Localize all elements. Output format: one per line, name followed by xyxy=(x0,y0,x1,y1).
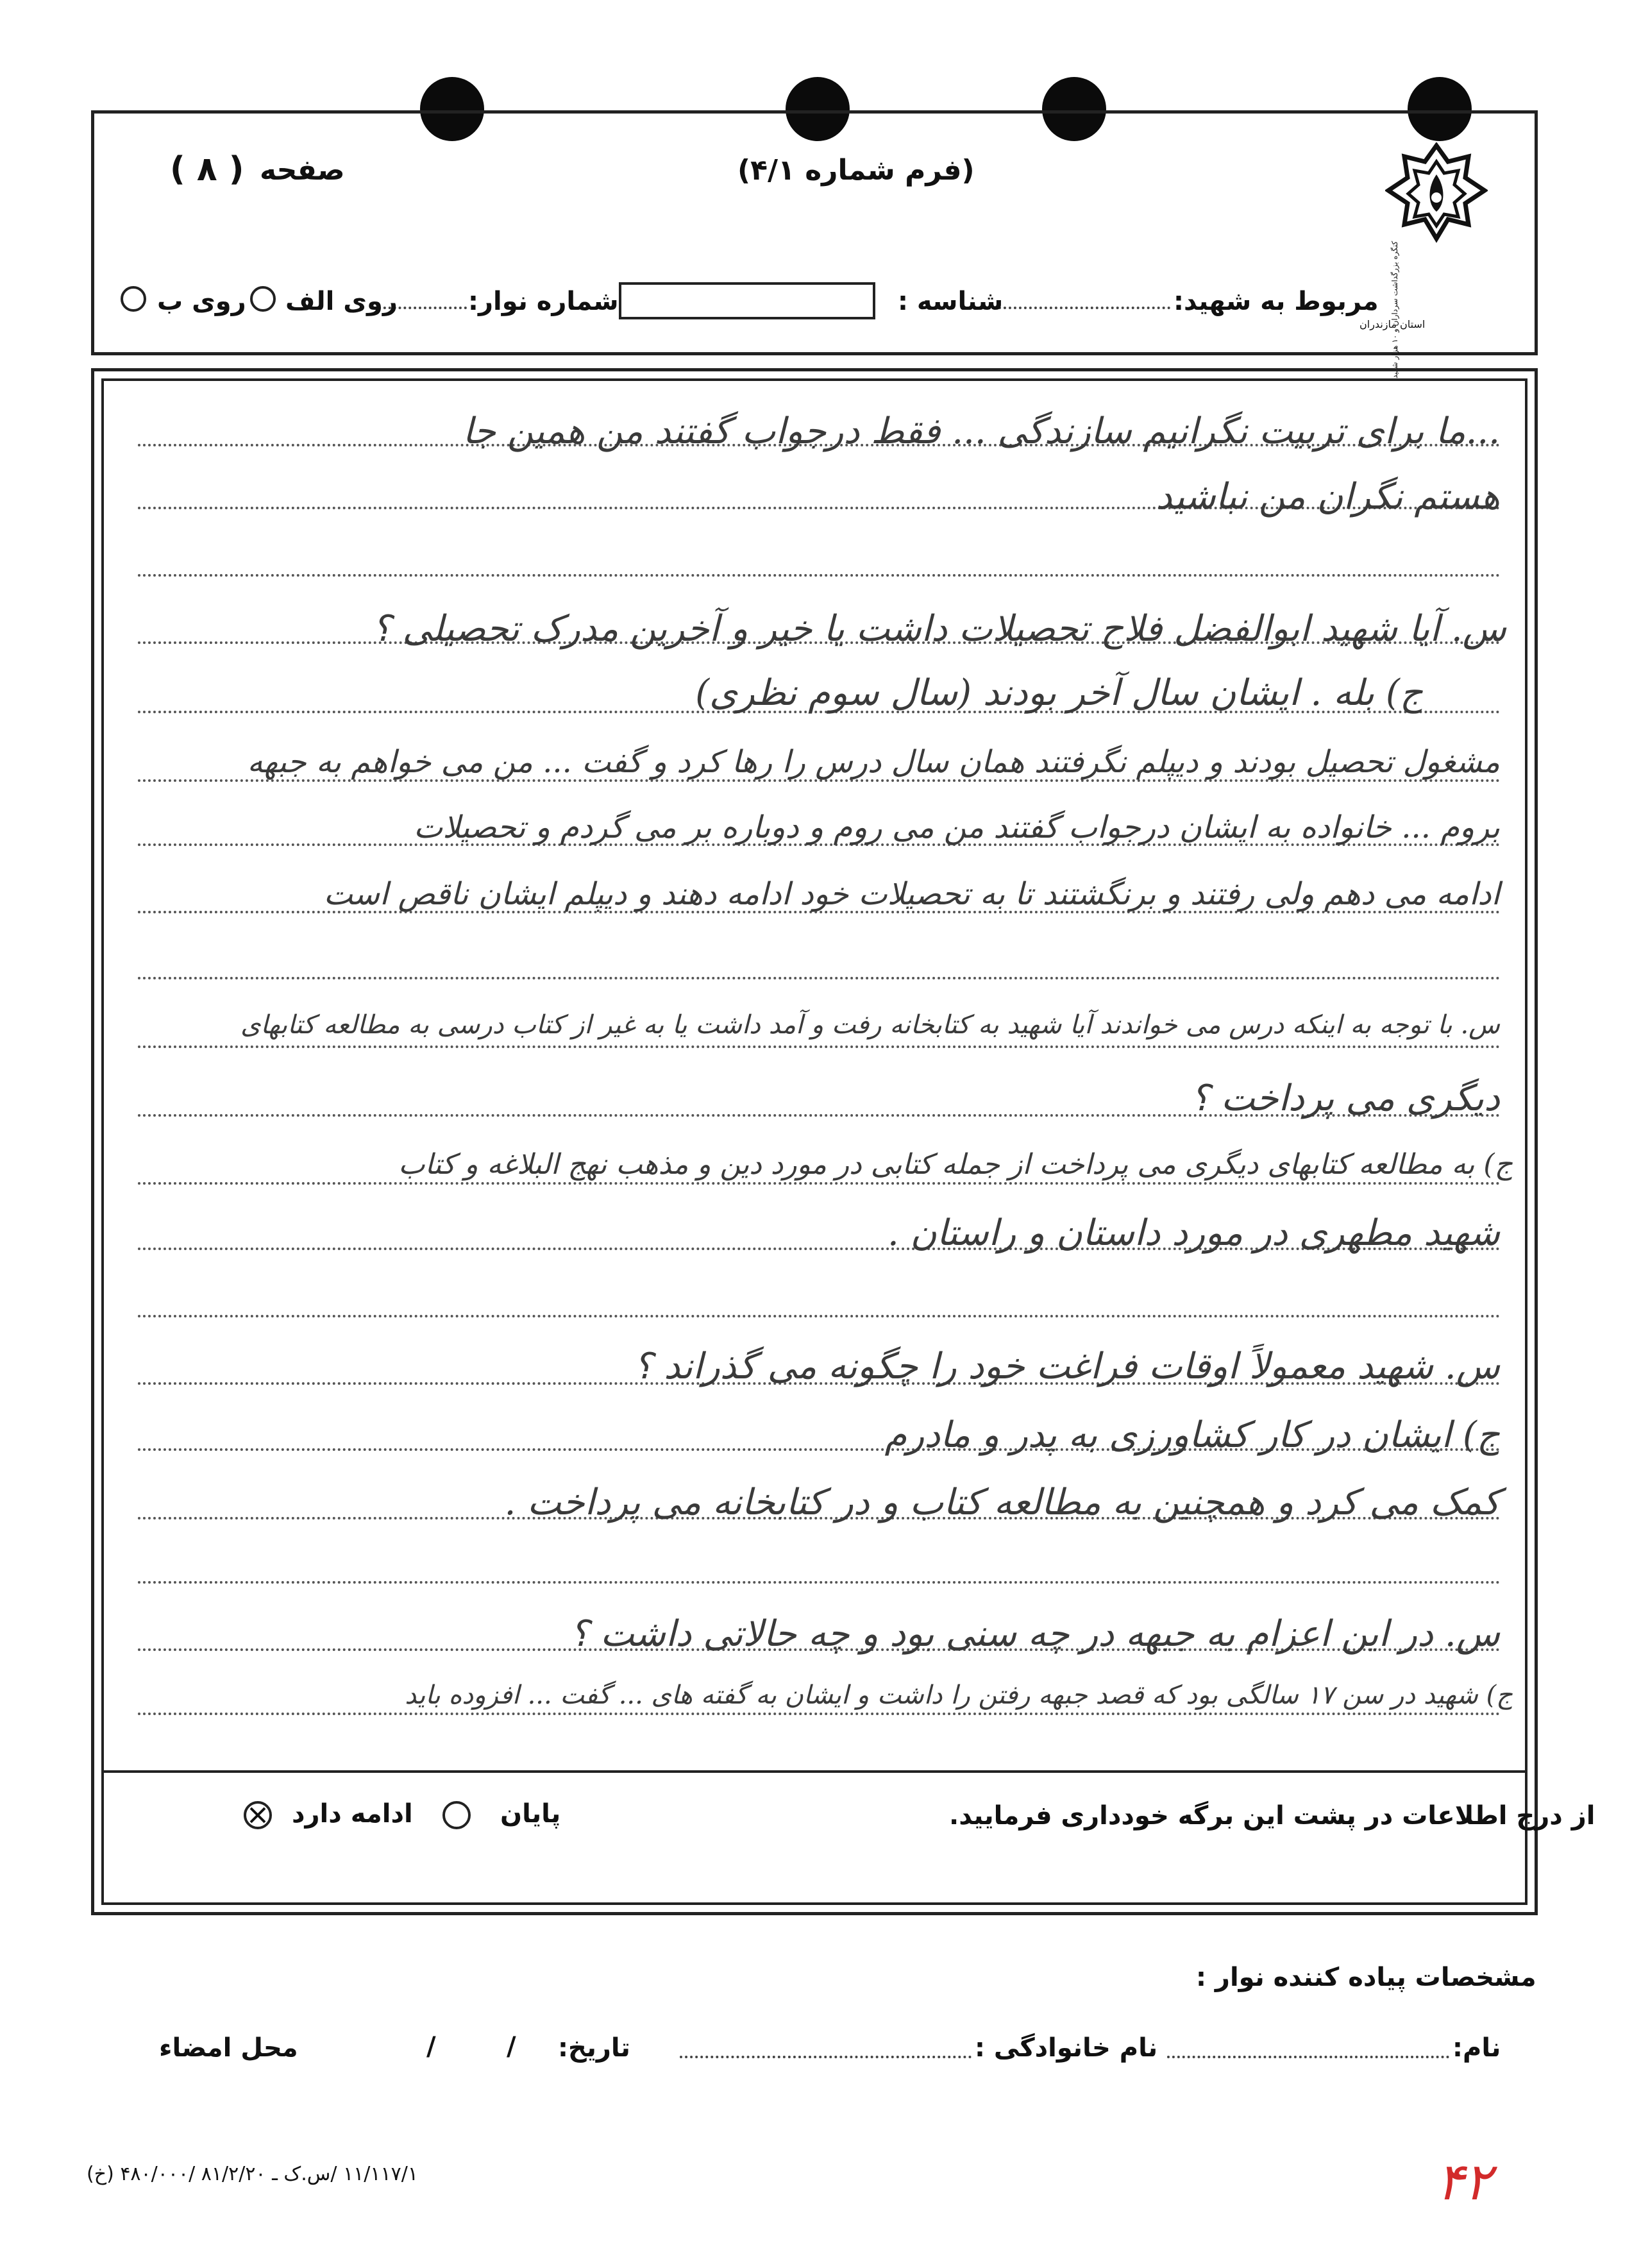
ruled-line xyxy=(138,574,1501,577)
signature-label: محل امضاء xyxy=(159,2033,298,2063)
form-number: (فرم شماره ۴/۱) xyxy=(737,154,975,187)
id-label: شناسه : xyxy=(898,287,1004,316)
date-separator: / xyxy=(507,2032,516,2061)
family-field[interactable] xyxy=(680,2056,972,2058)
ruled-line xyxy=(138,1713,1501,1715)
transcript-frame-inner xyxy=(101,378,1527,1905)
ruled-line xyxy=(138,1581,1501,1584)
transcriber-title: مشخصات پیاده کننده نوار : xyxy=(1196,1963,1536,1992)
transcript-line: ج) شهید در سن ۱۷ سالگی بود که قصد جبهه رفتن را داشت و ایشان به گفته های ... گفت ... افزوده باید xyxy=(405,1680,1513,1710)
transcript-line: ج) بله . ایشان سال آخر بودند (سال سوم نظری) xyxy=(695,672,1423,714)
side-b-radio[interactable] xyxy=(121,286,146,312)
page-number: ( ۸ ) xyxy=(170,150,244,189)
date-separator: / xyxy=(426,2032,436,2061)
name-label: نام: xyxy=(1452,2033,1501,2063)
date-label: تاریخ: xyxy=(558,2033,630,2063)
logo-caption-line: کنگره بزرگداشت سرداران و ۱۰ هزار شهید xyxy=(1390,241,1399,378)
organization-logo xyxy=(1385,142,1488,245)
handwritten-page-number: ۴۲ xyxy=(1436,2152,1492,2212)
transcript-line: کمک می کرد و همچنین به مطالعه کتاب و در کتابخانه می پرداخت . xyxy=(504,1482,1500,1523)
transcript-line: مشغول تحصیل بودند و دیپلم نگرفتند همان سال درس را رها کرد و گفت ... من می خواهم به جبهه xyxy=(247,744,1500,780)
tape-number-label: شماره نوار: xyxy=(468,287,619,316)
transcript-line: س. آیا شهید ابوالفضل فلاح تحصیلات داشت یا خیر و آخرین مدرک تحصیلی ؟ xyxy=(372,608,1506,650)
name-field[interactable] xyxy=(1167,2056,1449,2058)
transcript-line: ج) ایشان در کار کشاورزی به پدر و مادرم xyxy=(884,1414,1500,1456)
ruled-line xyxy=(138,1315,1501,1317)
check-x-icon xyxy=(246,1804,269,1827)
ruled-line xyxy=(138,1045,1501,1048)
footer-divider xyxy=(101,1770,1527,1773)
transcript-line: بروم ... خانواده به ایشان درجواب گفتند من می روم و دوباره بر می گردم و تحصیلات xyxy=(414,809,1500,845)
end-label: پایان xyxy=(500,1799,561,1829)
side-a-radio[interactable] xyxy=(250,286,276,312)
martyr-label: مربوط به شهید: xyxy=(1174,287,1379,316)
ruled-line xyxy=(138,1182,1501,1185)
transcript-line: س. در این اعزام به جبهه در چه سنی بود و چه حالاتی داشت ؟ xyxy=(569,1613,1500,1655)
side-b-label: روی ب xyxy=(157,287,246,316)
martyr-field[interactable] xyxy=(978,307,1170,309)
family-label: نام خانوادگی : xyxy=(975,2033,1158,2063)
transcript-line: دیگری می پرداخت ؟ xyxy=(1190,1078,1500,1119)
ruled-line xyxy=(138,977,1501,979)
id-field[interactable] xyxy=(619,282,875,319)
logo-subcaption: استان مازندران xyxy=(1359,318,1426,330)
transcript-line: شهید مطهری در مورد داستان و راستان . xyxy=(888,1212,1500,1254)
side-a-label: روی الف xyxy=(285,287,398,316)
page-label: صفحه xyxy=(260,154,345,187)
transcript-line: ...ما برای تربیت نگرانیم سازندگی ... فقط درجواب گفتند من همین جا xyxy=(462,410,1500,452)
transcript-line: س. با توجه به اینکه درس می خواندند آیا شهید به کتابخانه رفت و آمد داشت یا به غیر از کتاب درسی به مطالعه کتابهای xyxy=(240,1010,1500,1040)
transcript-line: س. شهید معمولاً اوقات فراغت خود را چگونه می گذراند ؟ xyxy=(633,1346,1500,1387)
end-radio[interactable] xyxy=(442,1801,471,1829)
continue-label: ادامه دارد xyxy=(292,1799,413,1829)
transcript-line: ج) به مطالعه کتابهای دیگری می پرداخت از جمله کتابی در مورد دین و مذهب نهج البلاغه و کتاب xyxy=(398,1148,1513,1181)
transcript-line: ادامه می دهم ولی رفتند و برنگشتند تا به تحصیلات خود ادامه دهند و دیپلم ایشان ناقص است xyxy=(323,876,1500,912)
continue-radio[interactable] xyxy=(244,1801,272,1829)
form-code: ۱۱/۱۱۷/۱ /س.ک ـ ۸۱/۲/۲۰ /۴۸۰/۰۰۰ (خ) xyxy=(87,2163,418,2185)
transcript-line: هستم نگران من نباشید xyxy=(1156,476,1500,518)
back-side-notice: از درج اطلاعات در پشت این برگه خودداری فرمایید. xyxy=(949,1801,1595,1831)
